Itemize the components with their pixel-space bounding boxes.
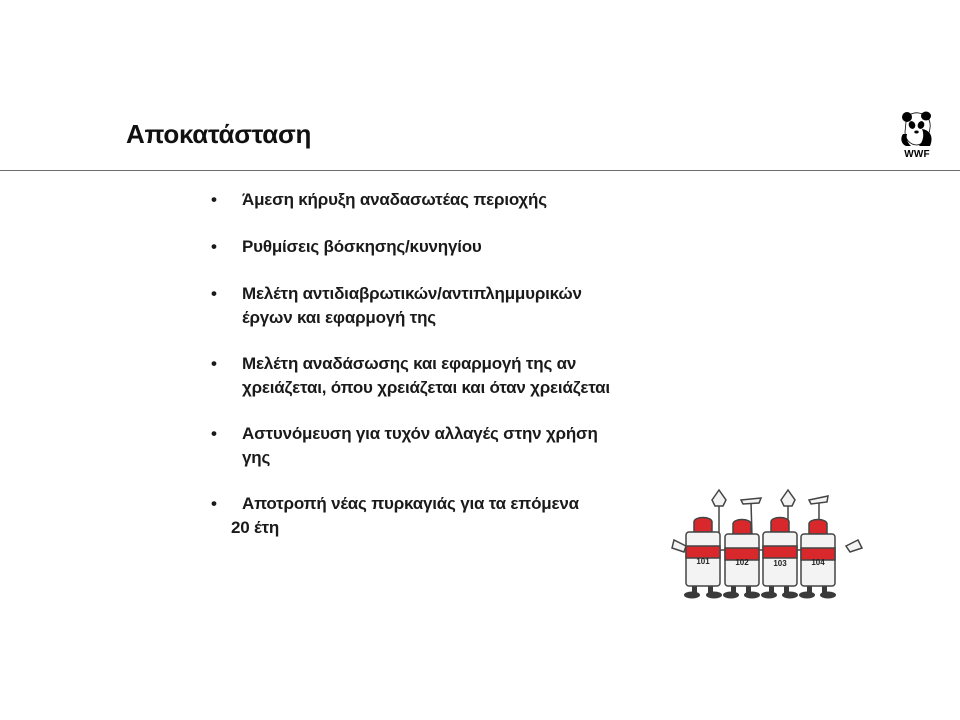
bullet-item — [211, 188, 671, 212]
bullet-text-continued: 20 έτη — [231, 518, 280, 537]
panda-icon — [897, 110, 937, 148]
bullet-list — [211, 188, 671, 540]
bullet-text-continued: χρειάζεται, όπου χρειάζεται και όταν χρειάζεται — [242, 378, 610, 397]
slide-title: Αποκατάσταση — [126, 119, 312, 149]
wwf-logo — [894, 110, 940, 162]
bullet-text: Αποτροπή νέας πυρκαγιάς για τα επόμενα — [242, 494, 579, 513]
bullet-item — [211, 282, 671, 330]
mascot-label-101: 101 — [696, 557, 710, 566]
title-divider — [0, 170, 960, 171]
bullet-text: Μελέτη αναδάσωσης και εφαρμογή της αν — [242, 354, 577, 373]
bullet-text: Μελέτη αντιδιαβρωτικών/αντιπλημμυρικών — [242, 284, 582, 303]
fire-extinguisher-mascots-icon — [668, 488, 868, 603]
mascot-label-102: 102 — [735, 558, 749, 567]
bullet-text-continued: γης — [242, 448, 271, 467]
wwf-logo-text: WWF — [904, 149, 930, 160]
bullet-text-continued: έργων και εφαρμογή της — [242, 308, 436, 327]
bullet-item — [211, 492, 671, 540]
bullet-text: Ρυθμίσεις βόσκησης/κυνηγίου — [242, 237, 482, 256]
bullet-item — [211, 235, 671, 259]
bullet-text: Αστυνόμευση για τυχόν αλλαγές στην χρήση — [242, 424, 598, 443]
bullet-text: Άμεση κήρυξη αναδασωτέας περιοχής — [242, 190, 547, 209]
mascot-label-104: 104 — [811, 558, 825, 567]
bullet-item — [211, 352, 671, 400]
mascot-label-103: 103 — [773, 559, 787, 568]
bullet-item — [211, 422, 671, 470]
